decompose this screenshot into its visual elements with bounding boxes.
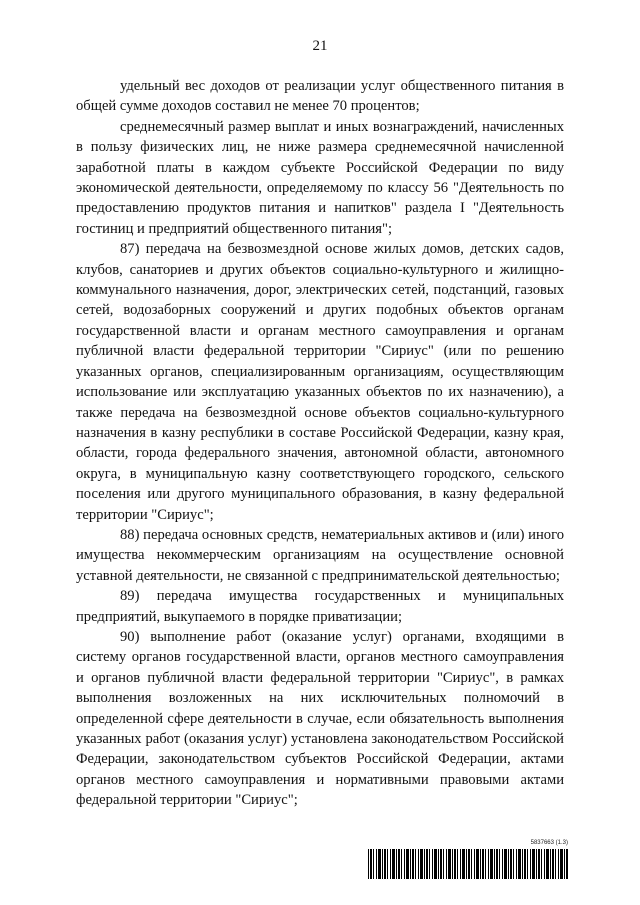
barcode-label: 5837663 (1.3) [530, 840, 568, 846]
paragraph-item-88: 88) передача основных средств, нематериальных активов и (или) иного имущества некоммерческим организациям на осуществление основной уставной деятельности, не связанной с предпринимательской деятельностью; [76, 526, 564, 584]
paragraph-item-89: 89) передача имущества государственных и муниципальных предприятий, выкупаемого в порядке приватизации; [76, 588, 564, 625]
document-body [76, 76, 564, 811]
document-barcode [368, 840, 568, 880]
paragraph-average-salary: среднемесячный размер выплат и иных вознаграждений, начисленных в пользу физических лиц, не ниже размера среднемесячной начисленной заработной платы в каждом субъекте Российской Федерации по виду экономической деятельности, определяемому по классу 56 "Деятельность по предоставлению продуктов питания и напитков" раздела I "Деятельность гостиниц и предприятий общественного питания"; [76, 118, 564, 237]
paragraph-share-of-revenue: удельный вес доходов от реализации услуг общественного питания в общей сумме доходов составил не менее 70 процентов; [76, 78, 564, 115]
page-number: 21 [312, 38, 328, 54]
paragraph-item-90: 90) выполнение работ (оказание услуг) органами, входящими в систему органов государственной власти, органов местного самоуправления и органов публичной власти федеральной территории "Сириус", в рамках выполнения возложенных на них исключительных полномочий в определенной сфере деятельности в случае, если обязательность выполнения указанных работ (оказания услуг) установлена законодательством Российской Федерации, законодательством субъектов Российской Федерации, актами органов местного самоуправления и нормативными правовыми актами федеральной территории "Сириус"; [76, 628, 564, 809]
barcode-icon [368, 849, 568, 879]
paragraph-item-87: 87) передача на безвозмездной основе жилых домов, детских садов, клубов, санаториев и других объектов социально-культурного и жилищно-коммунального назначения, дорог, электрических сетей, подстанций, газовых сетей, водозаборных сооружений и других подобных объектов органам государственной власти и органам местного самоуправления и органам публичной власти федеральной территории "Сириус" (или по решению указанных органов, специализированным организациям, осуществляющим использование или эксплуатацию указанных объектов по их назначению), а также передача на безвозмездной основе объектов социально-культурного назначения в казну республики в составе Российской Федерации, казну края, области, города федерального значения, автономной области, автономного округа, в муниципальную казну соответствующего городского, сельского поселения или другого муниципального образования, в казну федеральной территории "Сириус"; [76, 241, 564, 523]
